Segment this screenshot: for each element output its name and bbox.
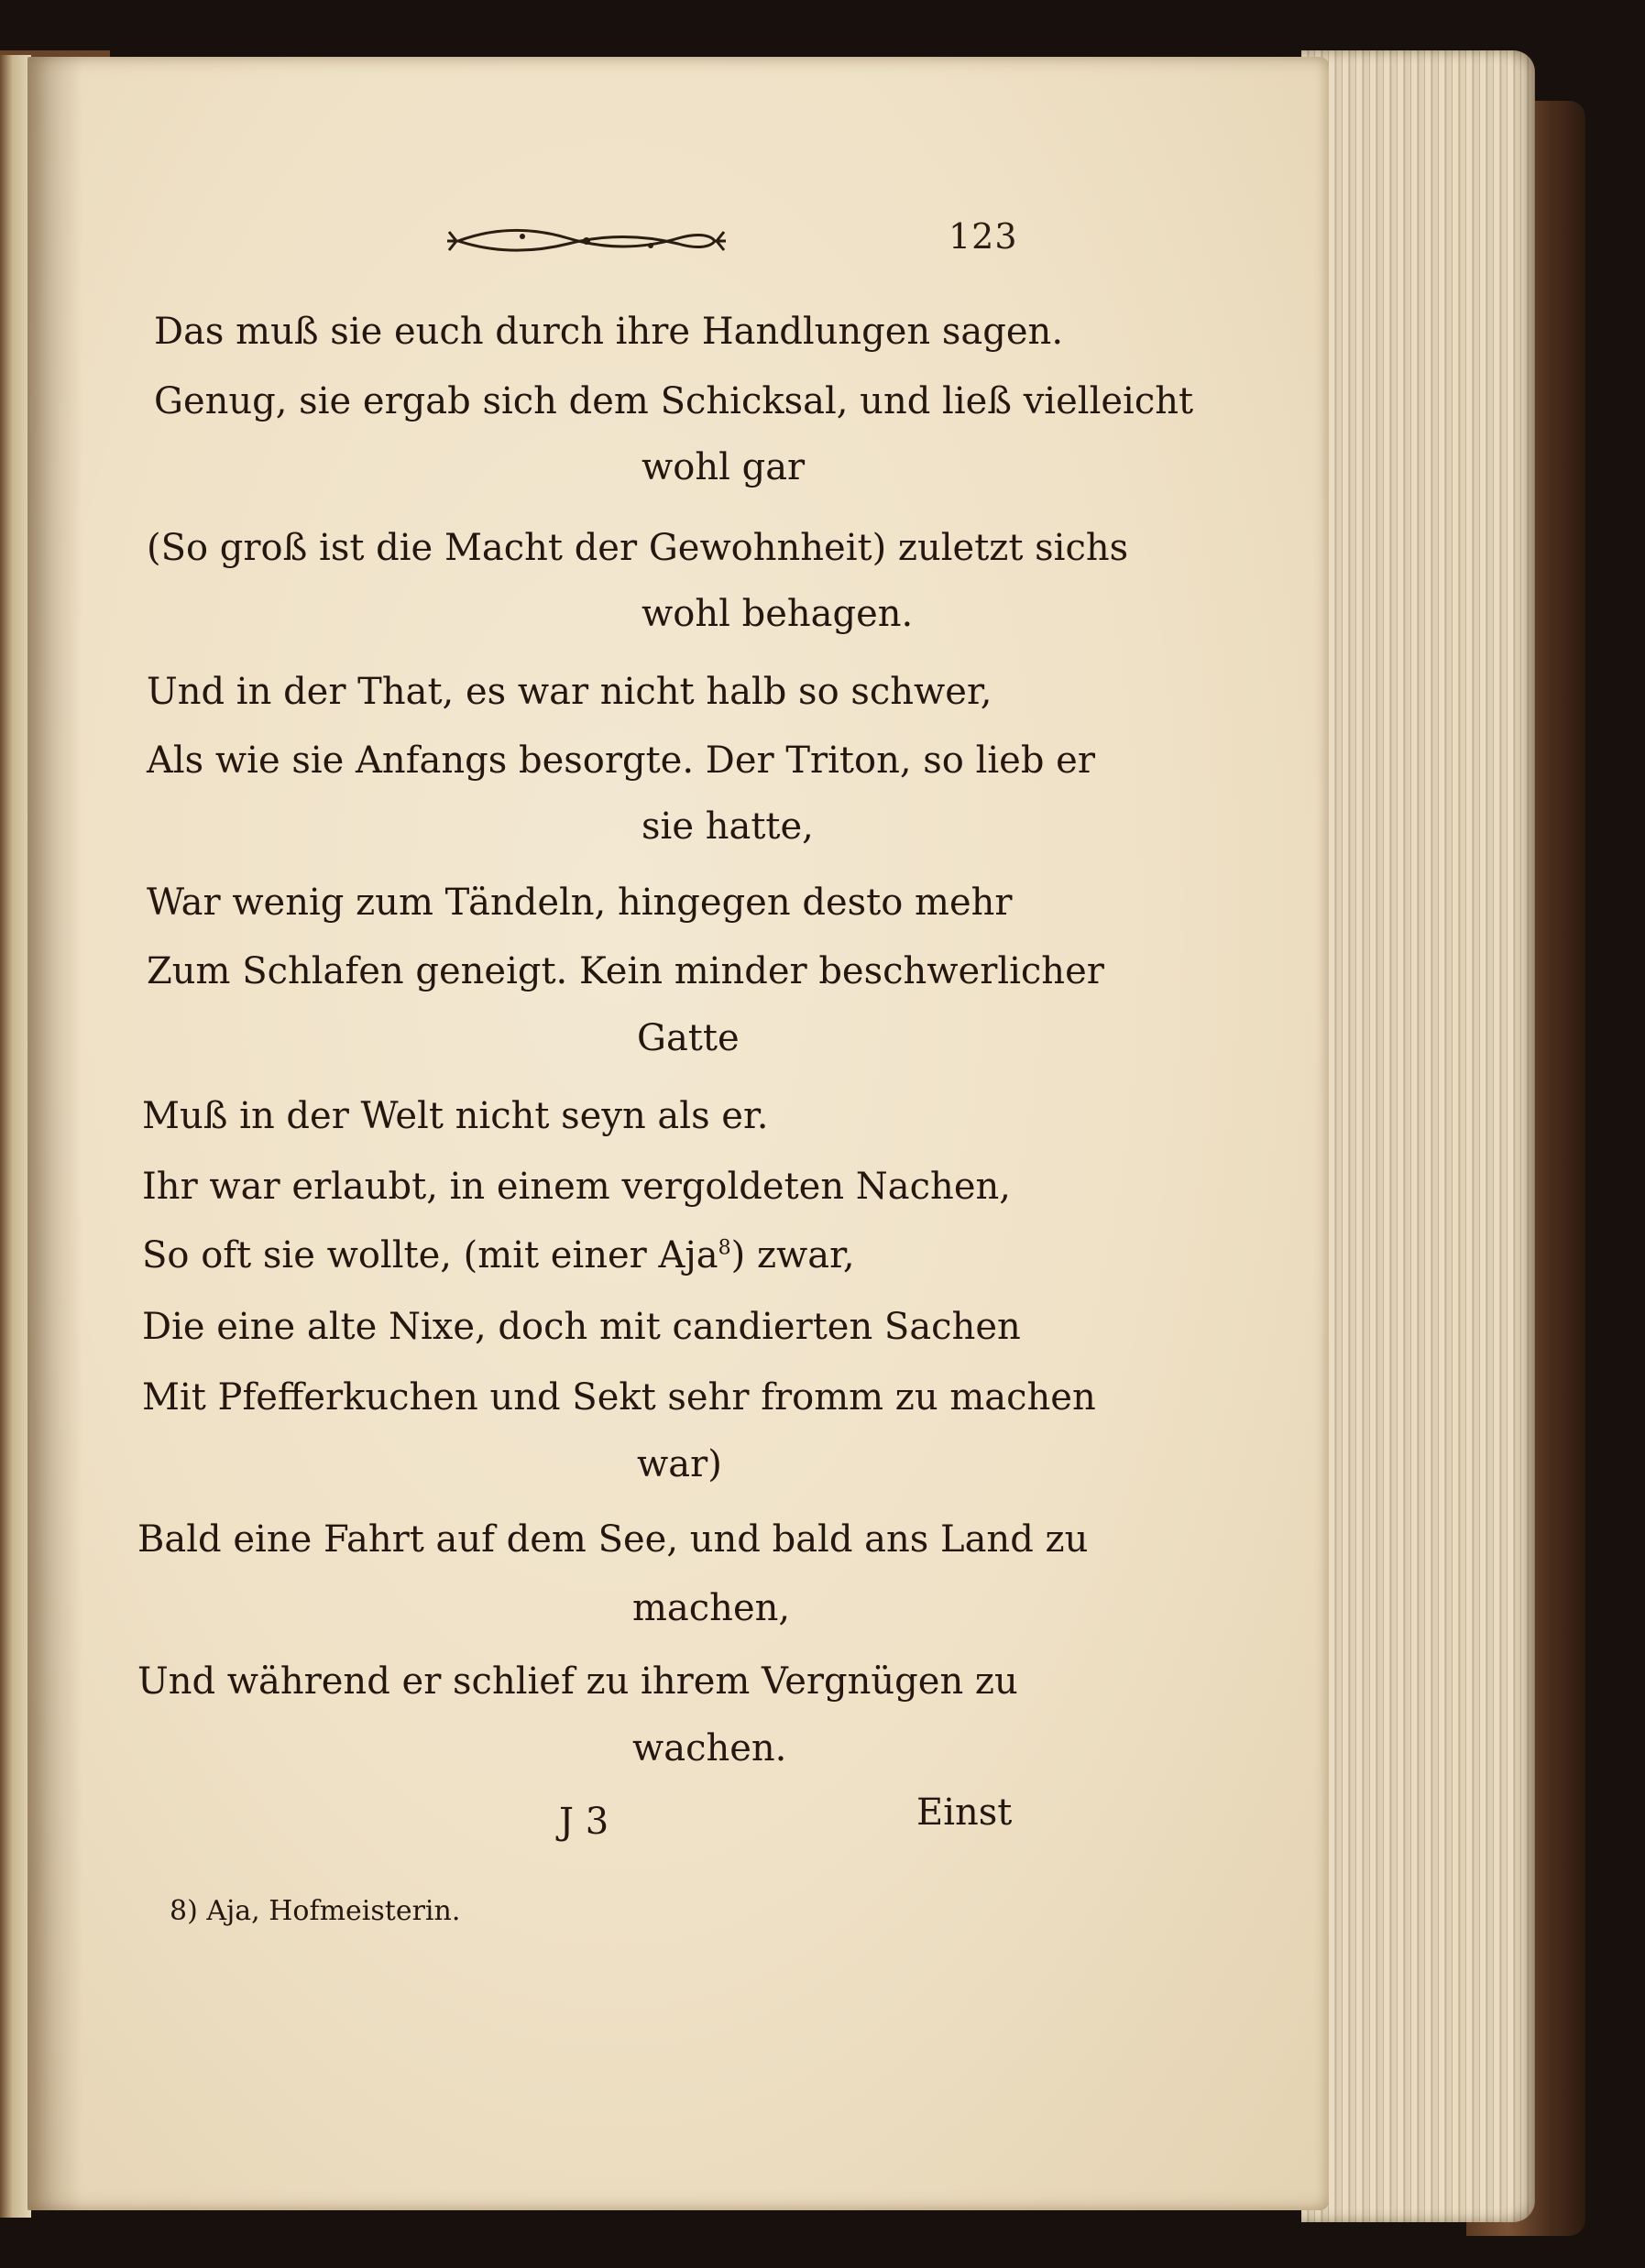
page-number: 123 [949, 216, 1018, 257]
text-line: War wenig zum Tändeln, hingegen desto mehr [147, 882, 1013, 924]
footnote: 8) Aja, Hofmeisterin. [170, 1895, 461, 1927]
signature-mark: J 3 [559, 1801, 609, 1843]
text-line: Als wie sie Anfangs besorgte. Der Triton, so lieb er [147, 740, 1095, 782]
header-ornament [440, 218, 733, 264]
text-line-continuation: wohl behagen. [642, 593, 914, 635]
text-line: Ihr war erlaubt, in einem vergoldeten Nachen, [142, 1166, 1011, 1208]
text-line: Bald eine Fahrt auf dem See, und bald ans Land zu [137, 1518, 1089, 1561]
text-line: (So groß ist die Macht der Gewohnheit) zuletzt sichs [147, 527, 1129, 569]
text-line-continuation: sie hatte, [642, 805, 814, 848]
text-line: Zum Schlafen geneigt. Kein minder beschwerlicher [147, 950, 1104, 992]
text-line: Muß in der Welt nicht seyn als er. [142, 1095, 769, 1137]
text-line: Das muß sie euch durch ihre Handlungen sagen. [154, 311, 1064, 353]
text-line: Die eine alte Nixe, doch mit candierten Sachen [142, 1306, 1021, 1348]
left-page-edge [0, 55, 31, 2218]
text-line: Und während er schlief zu ihrem Vergnügen zu [137, 1660, 1018, 1703]
page-edges [1301, 50, 1535, 2222]
text-line-continuation: wachen. [632, 1727, 787, 1769]
text-line-continuation: wohl gar [642, 446, 806, 488]
footnote-ref: 8 [718, 1236, 731, 1260]
text-line-continuation: machen, [632, 1587, 791, 1629]
text-line: Mit Pfefferkuchen und Sekt sehr fromm zu machen [142, 1376, 1096, 1419]
text-line: Genug, sie ergab sich dem Schicksal, und ließ vielleicht [154, 380, 1194, 422]
text-line-continuation: war) [637, 1443, 722, 1485]
catchword: Einst [916, 1791, 1013, 1834]
text-line-continuation: Gatte [637, 1017, 740, 1059]
text-line-with-footnote-ref [142, 1234, 855, 1276]
text-segment: So oft sie wollte, (mit einer Aja [142, 1234, 718, 1276]
text-line: Und in der That, es war nicht halb so schwer, [147, 671, 992, 713]
text-segment: ) zwar, [730, 1234, 855, 1276]
